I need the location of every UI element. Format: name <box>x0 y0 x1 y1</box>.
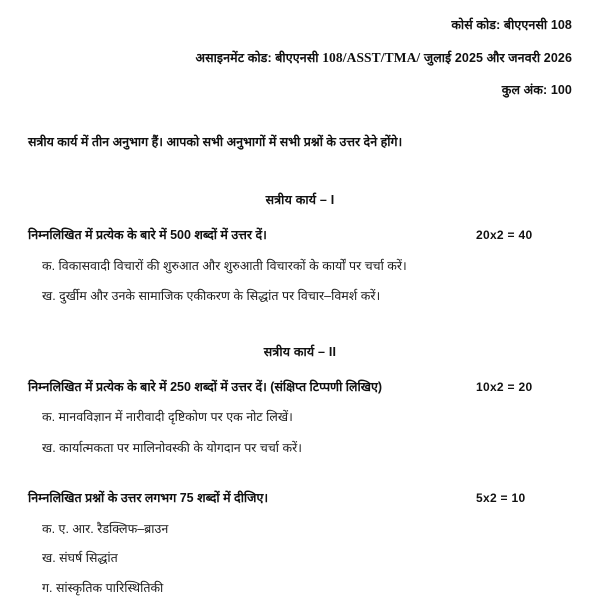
list-item: क. विकासवादी विचारों की शुरुआत और शुरुआती विचारकों के कार्यों पर चर्चा करें। <box>42 258 407 273</box>
list-item: ग. सांस्कृतिक पारिस्थितिकी <box>42 580 164 595</box>
section-1-question-list <box>28 258 572 305</box>
assignment-code-suffix: जुलाई 2025 और जनवरी 2026 <box>420 50 572 65</box>
section-2-instruction-row <box>28 379 572 395</box>
section-1-heading: सत्रीय कार्य – I <box>265 193 335 208</box>
assignment-code-latin: 108/ASST/TMA/ <box>322 49 421 65</box>
document-header <box>28 0 572 98</box>
section-3-question-list <box>28 521 572 596</box>
list-item: ख. कार्यात्मकता पर मालिनोवस्की के योगदान पर चर्चा करें। <box>42 440 302 455</box>
section-2-instruction-text: निम्नलिखित में प्रत्येक के बारे में 250 शब्दों में उत्तर दें। (संक्षिप्त टिप्पणी लिखिए) <box>28 380 383 395</box>
course-code-line: कोर्स कोड: बीएएनसी 108 <box>451 18 572 32</box>
section-1-instruction-text: निम्नलिखित में प्रत्येक के बारे में 500 शब्दों में उत्तर दें। <box>28 228 267 243</box>
assignment-code-line <box>28 50 572 67</box>
section-2-marks: 10x2 = 20 <box>476 380 533 395</box>
section-1-instruction-row <box>28 227 572 243</box>
list-item: क. मानवविज्ञान में नारीवादी दृष्टिकोण पर एक नोट लिखें। <box>42 410 293 425</box>
section-3-instruction-row <box>28 490 572 506</box>
assignment-code-prefix: असाइनमेंट कोड: बीएएनसी <box>195 50 323 65</box>
total-marks-line: कुल अंक: 100 <box>501 82 572 97</box>
section-2-heading: सत्रीय कार्य – II <box>263 345 337 360</box>
section-3-marks: 5x2 = 10 <box>476 490 526 505</box>
section-1-marks: 20x2 = 40 <box>476 228 533 243</box>
list-item: क. ए. आर. रैडक्लिफ–ब्राउन <box>42 522 169 537</box>
section-3-instruction-text: निम्नलिखित प्रश्नों के उत्तर लगभग 75 शब्दों में दीजिए। <box>28 490 269 505</box>
list-item: ख. दुर्खीम और उनके सामाजिक एकीकरण के सिद्धांत पर विचार–विमर्श करें। <box>42 288 381 303</box>
section-2-question-list <box>28 409 572 456</box>
list-item: ख. संघर्ष सिद्धांत <box>42 551 118 566</box>
assignment-intro-text: सत्रीय कार्य में तीन अनुभाग हैं। आपको सभी अनुभागों में सभी प्रश्नों के उत्तर देने होंगे। <box>28 135 403 150</box>
